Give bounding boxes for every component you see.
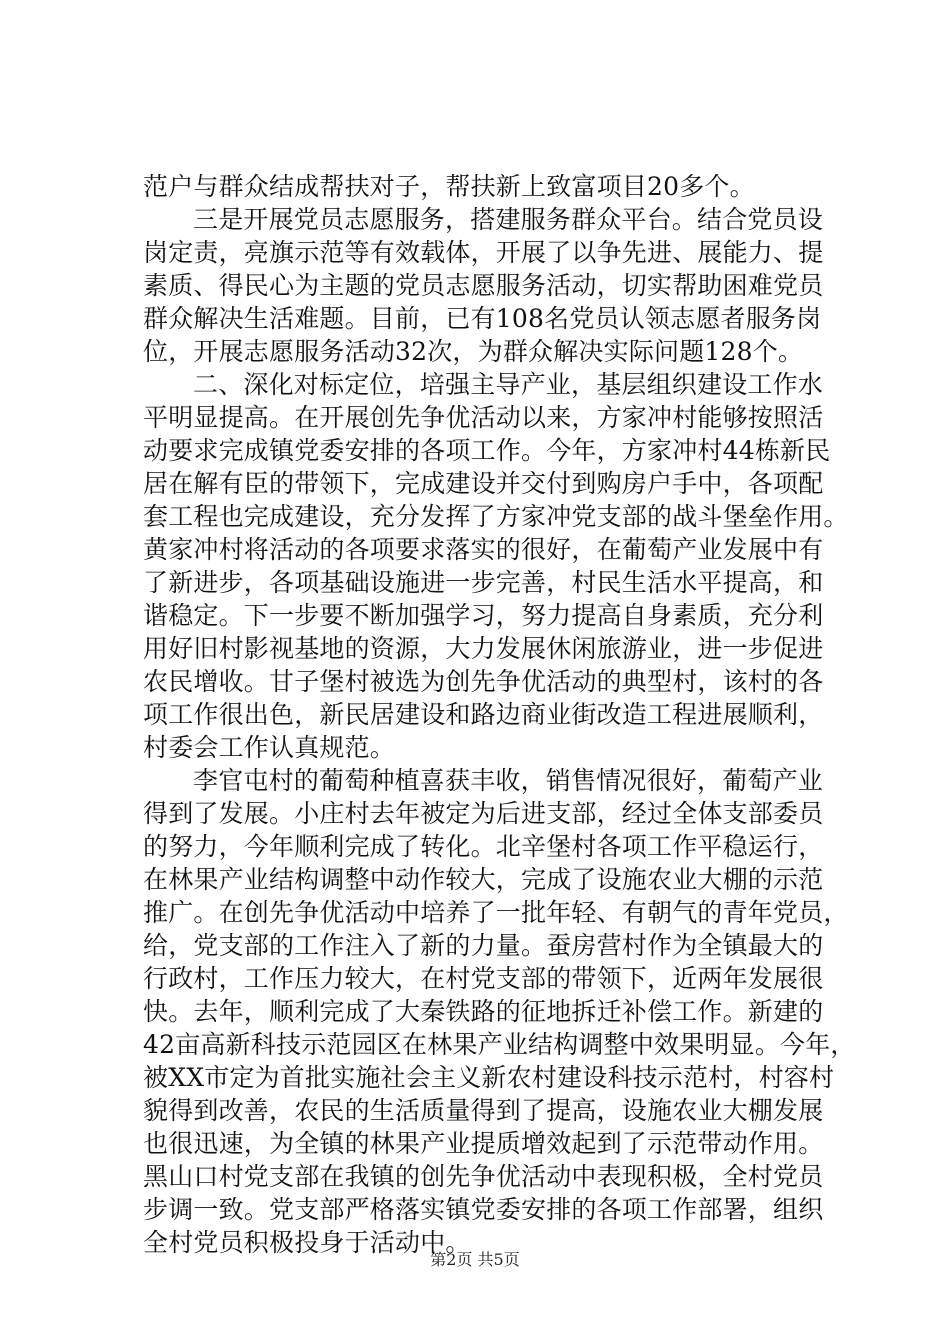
text-line: 得到了发展。小庄村去年被定为后进支部，经过全体支部委员 xyxy=(143,799,824,828)
text-line: 位，开展志愿服务活动32次，为群众解决实际问题128个。 xyxy=(143,337,804,366)
text-line: 岗定责，亮旗示范等有效载体，开展了以争先进、展能力、提 xyxy=(143,238,824,267)
text-line: 用好旧村影视基地的资源，大力发展休闲旅游业，进一步促进 xyxy=(143,634,824,663)
text-line: 居在解有臣的带领下，完成建设并交付到购房户手中，各项配 xyxy=(143,469,824,498)
text-line: 貌得到改善，农民的生活质量得到了提高，设施农业大棚发展 xyxy=(143,1096,824,1125)
text-line: 二、深化对标定位，培强主导产业，基层组织建设工作水 xyxy=(193,370,824,399)
text-line: 村委会工作认真规范。 xyxy=(143,733,396,762)
text-line: 三是开展党员志愿服务，搭建服务群众平台。结合党员设 xyxy=(193,205,824,234)
text-line: 快。去年，顺利完成了大秦铁路的征地拆迁补偿工作。新建的 xyxy=(143,997,824,1026)
text-line: 全村党员积极投身于活动中。 xyxy=(143,1228,471,1257)
text-line: 的努力，今年顺利完成了转化。北辛堡村各项工作平稳运行， xyxy=(143,832,824,861)
text-line: 李官屯村的葡萄种植喜获丰收，销售情况很好，葡萄产业 xyxy=(193,766,824,795)
text-line: 步调一致。党支部严格落实镇党委安排的各项工作部署，组织 xyxy=(143,1195,824,1224)
text-line: 群众解决生活难题。目前，已有108名党员认领志愿者服务岗 xyxy=(143,304,822,333)
text-line: 给，党支部的工作注入了新的力量。蚕房营村作为全镇最大的 xyxy=(143,931,824,960)
text-line: 农民增收。甘子堡村被选为创先争优活动的典型村，该村的各 xyxy=(143,667,824,696)
text-line: 套工程也完成建设，充分发挥了方家冲党支部的战斗堡垒作用。 xyxy=(143,502,849,531)
text-line: 谐稳定。下一步要不断加强学习，努力提高自身素质，充分利 xyxy=(143,601,824,630)
text-line: 黄家冲村将活动的各项要求落实的很好，在葡萄产业发展中有 xyxy=(143,535,824,564)
text-line: 42亩高新科技示范园区在林果产业结构调整中效果明显。今年， xyxy=(143,1030,856,1059)
text-line: 范户与群众结成帮扶对子，帮扶新上致富项目20多个。 xyxy=(143,172,755,201)
text-line: 被XX市定为首批实施社会主义新农村建设科技示范村，村容村 xyxy=(143,1063,835,1092)
text-line: 了新进步，各项基础设施进一步完善，村民生活水平提高，和 xyxy=(143,568,824,597)
text-line: 行政村，工作压力较大，在村党支部的带领下，近两年发展很 xyxy=(143,964,824,993)
text-line: 在林果产业结构调整中动作较大，完成了设施农业大棚的示范 xyxy=(143,865,824,894)
text-line: 平明显提高。在开展创先争优活动以来，方家冲村能够按照活 xyxy=(143,403,824,432)
text-line: 素质、得民心为主题的党员志愿服务活动，切实帮助困难党员 xyxy=(143,271,824,300)
text-line: 黑山口村党支部在我镇的创先争优活动中表现积极，全村党员 xyxy=(143,1162,824,1191)
text-line: 推广。在创先争优活动中培养了一批年轻、有朝气的青年党员， xyxy=(143,898,849,927)
page-number-footer: 第2页 共5页 xyxy=(430,1250,520,1269)
text-line: 项工作很出色，新民居建设和路边商业街改造工程进展顺利， xyxy=(143,700,824,729)
text-line: 动要求完成镇党委安排的各项工作。今年，方家冲村44栋新民 xyxy=(143,436,831,465)
text-line: 也很迅速，为全镇的林果产业提质增效起到了示范带动作用。 xyxy=(143,1129,824,1158)
